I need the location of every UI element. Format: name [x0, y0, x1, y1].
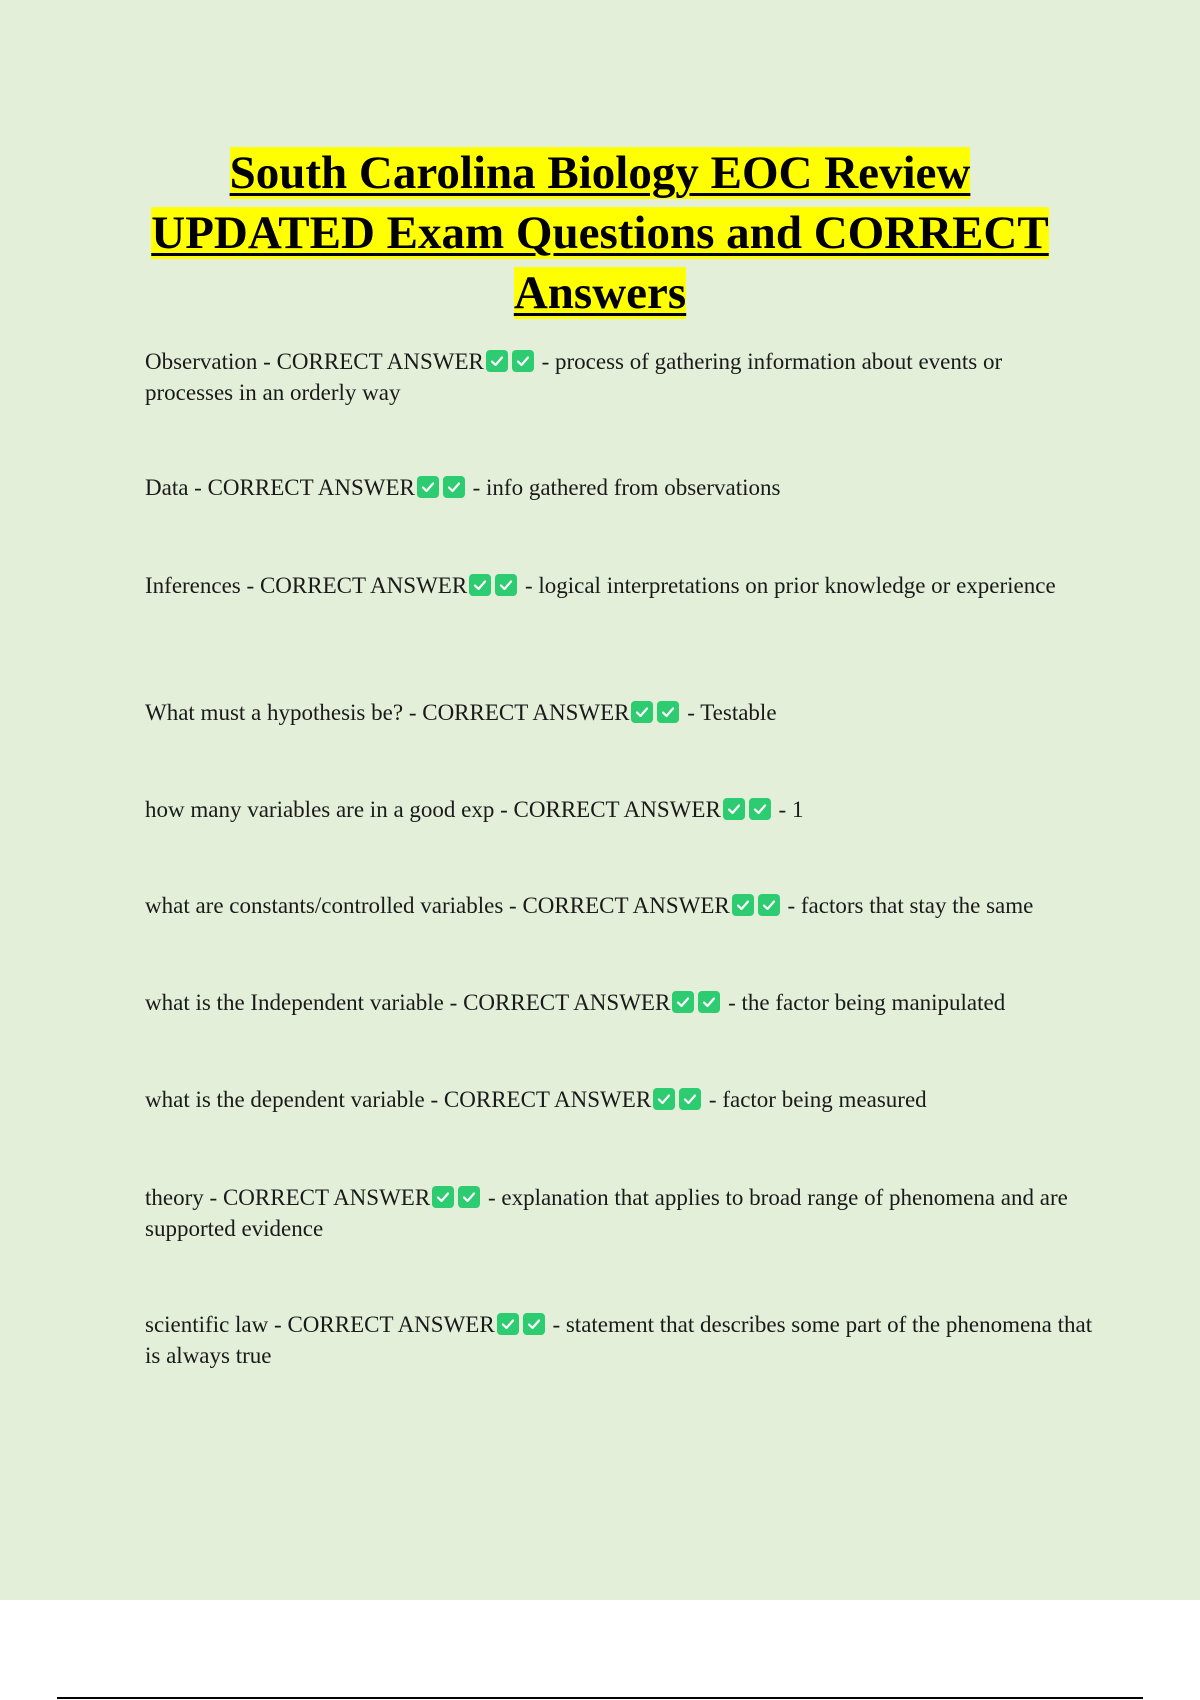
qa-answer: Testable — [700, 700, 777, 725]
correct-answer-label: CORRECT ANSWER — [222, 1185, 431, 1210]
qa-answer: the factor being manipulated — [741, 990, 1006, 1015]
qa-answer: explanation that applies to broad range of phenomena and are supported evidence — [145, 1185, 1068, 1241]
check-box-icon — [495, 574, 517, 596]
qa-term: how many variables are in a good exp — [145, 797, 495, 822]
check-box-icon — [672, 991, 694, 1013]
check-box-icon — [723, 798, 745, 820]
title-line: UPDATED Exam Questions and CORRECT — [151, 207, 1049, 259]
correct-answer-label: CORRECT ANSWER — [207, 475, 415, 500]
qa-answer: 1 — [791, 797, 804, 822]
check-box-icon — [631, 701, 653, 723]
correct-answer-label: CORRECT ANSWER — [422, 700, 630, 725]
qa-answer: factor being measured — [722, 1087, 927, 1112]
check-box-icon — [512, 350, 534, 372]
title-line: South Carolina Biology EOC Review — [229, 147, 971, 199]
qa-answer: info gathered from observations — [486, 475, 781, 500]
qa-item: what is the Independent variable - CORRECT ANSWER - the factor being manipulated — [145, 990, 1006, 1015]
check-box-icon — [758, 894, 780, 916]
title-line: Answers — [513, 267, 687, 319]
document-title — [100, 143, 1100, 323]
qa-item: Data - CORRECT ANSWER - info gathered from observations — [145, 475, 781, 500]
qa-term: what is the dependent variable — [145, 1087, 425, 1112]
qa-item: how many variables are in a good exp - CORRECT ANSWER - 1 — [145, 797, 804, 822]
qa-term: Inferences — [145, 573, 241, 598]
check-box-icon — [679, 1088, 701, 1110]
qa-term: Observation — [145, 349, 258, 374]
qa-answer: logical interpretations on prior knowledge or experience — [538, 573, 1056, 598]
check-box-icon — [749, 798, 771, 820]
qa-term: scientific law — [145, 1312, 269, 1337]
qa-term: theory — [145, 1185, 204, 1210]
correct-answer-label: CORRECT ANSWER — [276, 349, 484, 374]
check-box-icon — [653, 1088, 675, 1110]
qa-item: What must a hypothesis be? - CORRECT ANSWER - Testable — [145, 700, 777, 725]
check-box-icon — [497, 1313, 519, 1335]
check-box-icon — [523, 1313, 545, 1335]
correct-answer-label: CORRECT ANSWER — [513, 797, 721, 822]
qa-term: What must a hypothesis be? — [145, 700, 404, 725]
correct-answer-label: CORRECT ANSWER — [443, 1087, 652, 1112]
qa-term: what are constants/controlled variables — [145, 893, 504, 918]
check-box-icon — [732, 894, 754, 916]
correct-answer-label: CORRECT ANSWER — [463, 990, 671, 1015]
check-box-icon — [698, 991, 720, 1013]
qa-term: what is the Independent variable — [145, 990, 444, 1015]
check-box-icon — [458, 1186, 480, 1208]
footer-divider — [57, 1697, 1143, 1699]
qa-term: Data — [145, 475, 189, 500]
qa-item: what are constants/controlled variables - CORRECT ANSWER - factors that stay the same — [145, 893, 1034, 918]
check-box-icon — [469, 574, 491, 596]
check-box-icon — [486, 350, 508, 372]
check-box-icon — [443, 476, 465, 498]
check-box-icon — [417, 476, 439, 498]
qa-answer: factors that stay the same — [800, 893, 1034, 918]
qa-answer: process of gathering information about events or processes in an orderly way — [145, 349, 1003, 405]
qa-item: Inferences - CORRECT ANSWER - logical interpretations on prior knowledge or experience — [145, 573, 1056, 598]
check-box-icon — [432, 1186, 454, 1208]
qa-item: what is the dependent variable - CORRECT ANSWER - factor being measured — [145, 1087, 927, 1112]
check-box-icon — [657, 701, 679, 723]
correct-answer-label: CORRECT ANSWER — [522, 893, 730, 918]
correct-answer-label: CORRECT ANSWER — [287, 1312, 495, 1337]
qa-item: theory - CORRECT ANSWER - explanation that applies to broad range of phenomena and are supported evidence — [145, 1185, 1068, 1241]
qa-item: scientific law - CORRECT ANSWER - statement that describes some part of the phenomena that is always true — [145, 1312, 1093, 1368]
qa-item: Observation - CORRECT ANSWER - process of gathering information about events or processes in an orderly way — [145, 349, 1003, 405]
correct-answer-label: CORRECT ANSWER — [259, 573, 468, 598]
qa-answer: statement that describes some part of the phenomena that is always true — [145, 1312, 1093, 1368]
